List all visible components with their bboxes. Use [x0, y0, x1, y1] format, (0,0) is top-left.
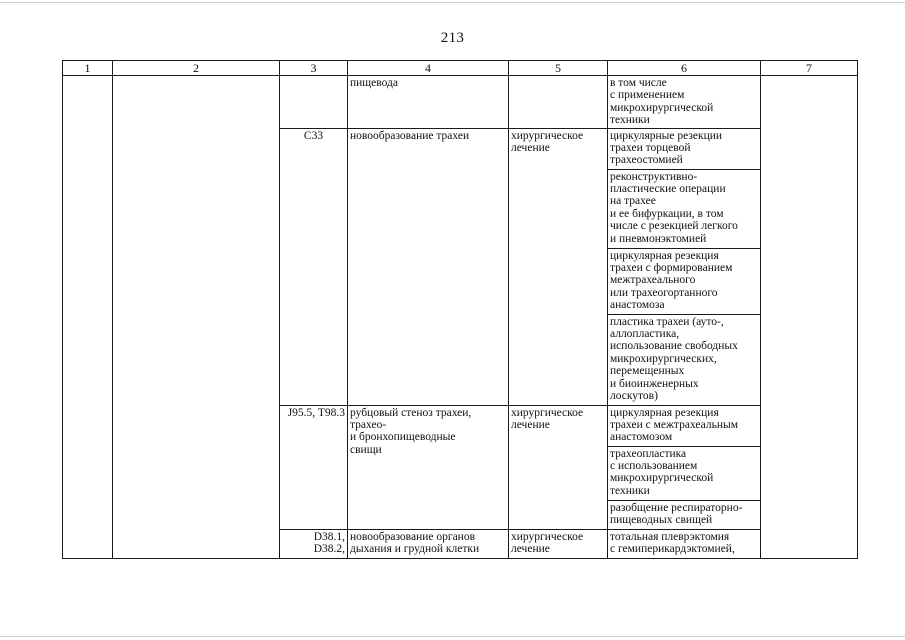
column-number-row: [63, 61, 858, 76]
diagnosis-text: новообразование органов дыхания и грудной клетки: [350, 530, 480, 556]
column-2-cell: [113, 76, 280, 559]
treatment-text: хирургическое лечение: [511, 530, 584, 556]
diagnosis-cell: [348, 76, 509, 129]
column-number-4: 4: [348, 61, 509, 76]
column-number-2: 2: [113, 61, 280, 76]
column-number-3: 3: [280, 61, 348, 76]
code-cell: [280, 76, 348, 129]
method-text: разобщение респираторно- пищеводных свищей: [610, 501, 743, 527]
method-cell: [608, 405, 761, 446]
code-cell: [280, 405, 348, 529]
diagnosis-cell: [348, 128, 509, 405]
column-number-7: 7: [761, 61, 858, 76]
method-text: в том числе с применением микрохирургической техники: [610, 77, 714, 127]
treatment-cell: [509, 76, 608, 129]
method-text: тотальная плеврэктомия с гемиперикардэктомией,: [610, 530, 735, 556]
treatment-cell: [509, 128, 608, 405]
diagnosis-cell: [348, 529, 509, 558]
method-cell: [608, 500, 761, 529]
method-cell: [608, 128, 761, 169]
treatment-text: хирургическое лечение: [511, 129, 584, 155]
code-text: J95.5, T98.3: [287, 406, 345, 419]
column-7-cell: [761, 76, 858, 559]
method-cell: [608, 76, 761, 129]
services-table: [62, 60, 858, 559]
code-cell: [280, 529, 348, 558]
scan-edge-top: [0, 2, 905, 3]
method-cell: [608, 529, 761, 558]
treatment-cell: [509, 405, 608, 529]
method-text: пластика трахеи (ауто-, аллопластика, использование свободных микрохирургических, перемещенных и биоинженерных лоскутов): [610, 315, 738, 403]
code-cell: [280, 128, 348, 405]
page-number: 213: [440, 30, 465, 46]
diagnosis-text: рубцовый стеноз трахеи, трахео- и бронхопищеводные свищи: [350, 406, 472, 456]
table-row: [63, 76, 858, 129]
method-cell: [608, 169, 761, 248]
column-number-1: 1: [63, 61, 113, 76]
diagnosis-cell: [348, 405, 509, 529]
code-text: D38.1, D38.2,: [313, 530, 345, 556]
diagnosis-text: новообразование трахеи: [350, 129, 470, 142]
method-text: циркулярные резекции трахеи торцевой трахеостомией: [610, 129, 723, 167]
method-cell: [608, 446, 761, 500]
scan-edge-bottom: [0, 636, 905, 637]
method-text: циркулярная резекция трахеи с формированием межтрахеального или трахеогортанного анастомоза: [610, 249, 733, 312]
treatment-text: хирургическое лечение: [511, 406, 584, 432]
code-text: C33: [303, 129, 324, 142]
method-text: трахеопластика с использованием микрохирургической техники: [610, 447, 714, 497]
method-text: циркулярная резекция трахеи с межтрахеальным анастомозом: [610, 406, 738, 444]
method-cell: [608, 248, 761, 314]
column-1-cell: [63, 76, 113, 559]
column-number-6: 6: [608, 61, 761, 76]
treatment-cell: [509, 529, 608, 558]
column-number-5: 5: [509, 61, 608, 76]
diagnosis-text: пищевода: [350, 77, 398, 89]
method-text: реконструктивно- пластические операции на трахее и ее бифуркации, в том числе с резекцией легкого и пневмонэктомией: [610, 170, 738, 245]
method-cell: [608, 314, 761, 405]
